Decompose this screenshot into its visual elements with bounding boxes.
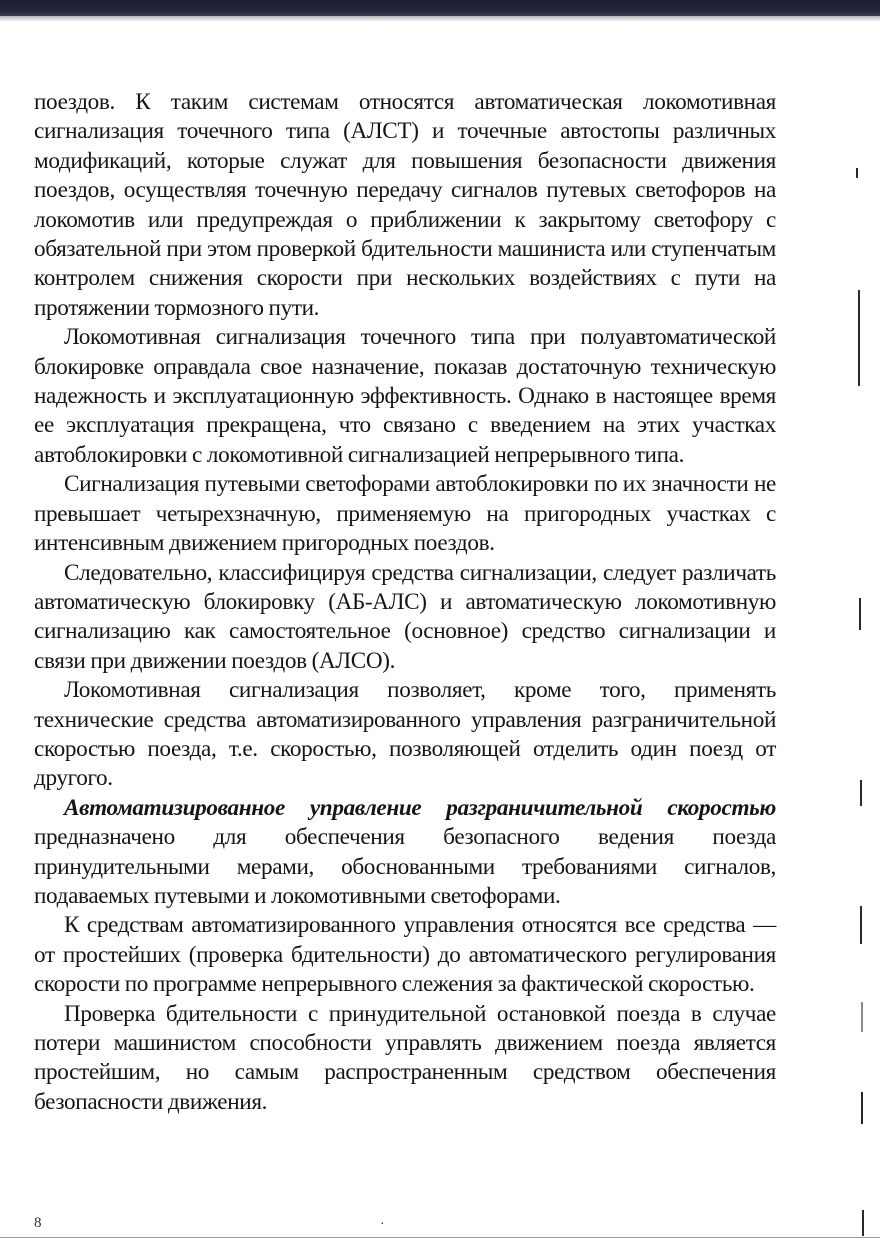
paragraph-3: Сигнализация путевыми светофорами автоблокировки по их значности не превышает четырехзначную, применяемую на пригородных участках с интенсивным движением пригородных поездов. <box>34 471 776 557</box>
scan-speck: · <box>380 1217 385 1232</box>
paragraph-8: Проверка бдительности с принудительной остановкой поезда в случае потери машинистом способности управлять движением поезда является простейшим, но самым распространенным средством обеспечения безопасности движения. <box>34 1000 776 1115</box>
paragraph-1: поездов. К таким системам относятся автоматическая локомотивная сигнализация точечного типа (АЛСТ) и точечные автостопы различных модификаций, которые служат для повышения безопасности движения поездов, осуществляя точечную передачу сигналов путевых светофоров на локомотив или предупреждая о приближении к закрытому светофору с обязательной при этом проверкой бдительности машиниста или ступенчатым контролем снижения скорости при нескольких воздействиях с пути на протяжении тормозного пути. <box>34 89 776 321</box>
body-text <box>34 88 776 1117</box>
scan-mark <box>860 780 862 806</box>
page-number: 8 <box>34 1215 42 1231</box>
scan-mark <box>859 598 861 630</box>
emphasis-term: Автоматизированное управление разграничительной скоростью <box>64 794 776 821</box>
scan-mark <box>858 290 860 342</box>
paragraph-7: К средствам автоматизированного управления относятся все средства — от простейших (проверка бдительности) до автоматического регулирования скорости по программе непрерывного слежения за фактической скоростью. <box>34 912 776 998</box>
scan-mark <box>861 1002 863 1032</box>
paragraph-6 <box>34 794 776 912</box>
scan-mark <box>858 338 860 386</box>
scan-bottom-edge <box>0 1237 880 1238</box>
scan-top-edge <box>0 0 880 16</box>
scan-top-shadow <box>0 16 880 22</box>
paragraph-4: Следовательно, классифицируя средства сигнализации, следует различать автоматическую блокировку (АБ-АЛС) и автоматическую локомотивную сигнализацию как самостоятельное (основное) средство сигнализации и связи при движении поездов (АЛСО). <box>34 559 776 674</box>
paragraph-6-text: предназначено для обеспечения безопасного ведения поезда принудительными мерами, обоснованными требованиями сигналов, подаваемых путевыми и локомотивными светофорами. <box>34 824 776 909</box>
paragraph-2: Локомотивная сигнализация точечного типа при полуавтоматической блокировке оправдала свое назначение, показав достаточную техническую надежность и эксплуатационную эффективность. Однако в настоящее время ее эксплуатация прекращена, что связано с введением на этих участках автоблокировки с локомотивной сигнализацией непрерывного типа. <box>34 324 776 468</box>
scan-mark <box>860 906 862 944</box>
scan-mark <box>856 168 858 178</box>
paragraph-5: Локомотивная сигнализация позволяет, кроме того, применять технические средства автоматизированного управления разграничительной скоростью поезда, т.е. скоростью, позволяющей отделить один поезд от другого. <box>34 677 776 792</box>
scan-mark <box>861 1092 863 1124</box>
scan-mark <box>862 1210 864 1236</box>
